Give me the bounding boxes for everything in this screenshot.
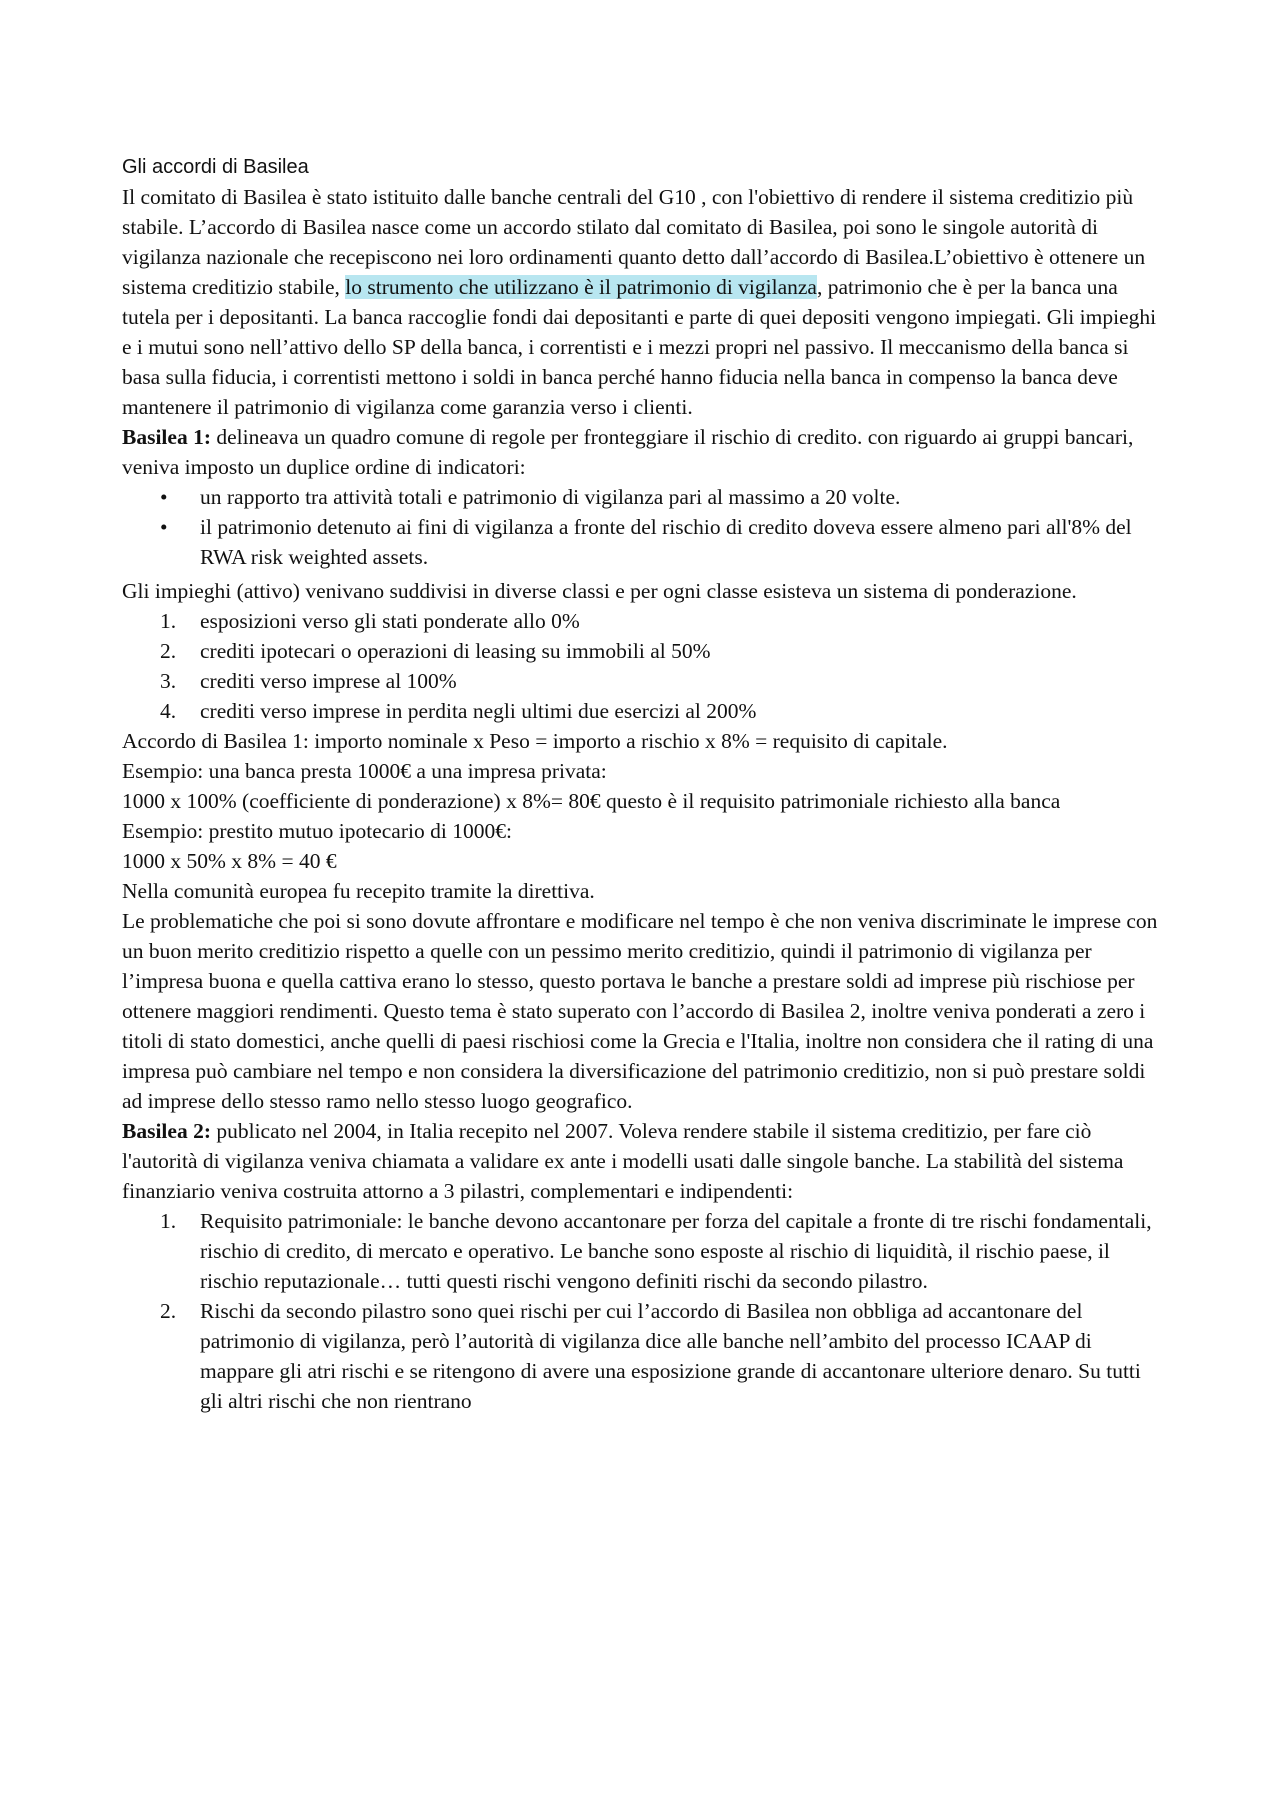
list-number: 2.: [160, 639, 177, 663]
basilea1-text: delineava un quadro comune di regole per fronteggiare il rischio di credito. con riguardo ai gruppi bancari, veniva imposto un duplice ordine di indicatori:: [122, 425, 1134, 479]
list-item: • un rapporto tra attività totali e patrimonio di vigilanza pari al massimo a 20 volte.: [122, 482, 1162, 512]
list-item: [122, 636, 1162, 666]
list-number: 3.: [160, 669, 177, 693]
list-item: [122, 1206, 1162, 1296]
list-item: [122, 696, 1162, 726]
list-item: [122, 606, 1162, 636]
example2-calc: 1000 x 50% x 8% = 40 €: [122, 849, 337, 873]
list-item-text: Rischi da secondo pilastro sono quei rischi per cui l’accordo di Basilea non obbliga ad accantonare del patrimonio di vigilanza, però l’autorità di vigilanza dice alle banche nell’ambito del processo ICAAP di mappare gli atri rischi e se ritengono di avere una esposizione grande di accantonare ulteriore denaro. Su tutti gli altri rischi che non rientrano: [200, 1299, 1141, 1413]
document-page: [122, 152, 1162, 1416]
list-item: [122, 1296, 1162, 1416]
list-item: • il patrimonio detenuto ai fini di vigilanza a fronte del rischio di credito doveva essere almeno pari all'8% del RWA risk weighted assets.: [122, 512, 1162, 572]
pillars-list: [122, 1206, 1162, 1416]
list-number: 1.: [160, 1209, 177, 1233]
basilea1-paragraph: [122, 422, 1162, 482]
eu-note: Nella comunità europea fu recepito tramite la direttiva.: [122, 879, 595, 903]
intro-text-end: , patrimonio che è per la banca una tutela per i depositanti. La banca raccoglie fondi dai depositanti e parte di quei depositi vengono impiegati. Gli impieghi e i mutui sono nell’attivo dello SP della banca, i correntisti e i mezzi propri nel passivo. Il meccanismo della banca si basa sulla fiducia, i correntisti mettono i soldi in banca perché hanno fiducia nella banca in compenso la banca deve mantenere il patrimonio di vigilanza come garanzia verso i clienti.: [122, 275, 1157, 419]
list-item-text: crediti verso imprese al 100%: [200, 669, 457, 693]
list-item: [122, 666, 1162, 696]
list-item-text: esposizioni verso gli stati ponderate allo 0%: [200, 609, 580, 633]
basilea1-label: Basilea 1:: [122, 425, 211, 449]
example1-title: Esempio: una banca presta 1000€ a una impresa privata:: [122, 759, 607, 783]
list-item-text: crediti verso imprese in perdita negli ultimi due esercizi al 200%: [200, 699, 757, 723]
intro-paragraph: [122, 182, 1162, 422]
list-number: 2.: [160, 1299, 177, 1323]
example1-calc: 1000 x 100% (coefficiente di ponderazione) x 8%= 80€ questo è il requisito patrimoniale richiesto alla banca: [122, 789, 1061, 813]
list-number: 1.: [160, 609, 177, 633]
basilea2-paragraph: [122, 1116, 1162, 1206]
list-number: 4.: [160, 699, 177, 723]
highlighted-text: lo strumento che utilizzano è il patrimonio di vigilanza: [345, 275, 817, 299]
formula-line: Accordo di Basilea 1: importo nominale x Peso = importo a rischio x 8% = requisito di capitale.: [122, 729, 948, 753]
indicator-list: [122, 482, 1162, 572]
document-title: Gli accordi di Basilea: [122, 156, 309, 178]
weights-intro: Gli impieghi (attivo) venivano suddivisi in diverse classi e per ogni classe esisteva un sistema di ponderazione.: [122, 579, 1077, 603]
intro-text-start: Il comitato di Basilea è stato istituito dalle banche centrali del G10 , con l'obiettivo di rendere il sistema creditizio più stabile. L’accordo di Basilea nasce come un accordo stilato dal comitato di Basilea, poi sono le singole autorità di vigilanza nazionale che recepiscono nei loro ordinamenti quanto detto dall’accordo di Basilea.L’obiettivo è ottenere un sistema creditizio stabile,: [122, 185, 1146, 299]
example2-title: Esempio: prestito mutuo ipotecario di 1000€:: [122, 819, 512, 843]
weights-list: [122, 606, 1162, 726]
problems-paragraph: Le problematiche che poi si sono dovute affrontare e modificare nel tempo è che non veniva discriminate le imprese con un buon merito creditizio rispetto a quelle con un pessimo merito creditizio, quindi il patrimonio di vigilanza per l’impresa buona e quella cattiva erano lo stesso, questo portava le banche a prestare soldi ad imprese più rischiose per ottenere maggiori rendimenti. Questo tema è stato superato con l’accordo di Basilea 2, inoltre veniva ponderati a zero i titoli di stato domestici, anche quelli di paesi rischiosi come la Grecia e l'Italia, inoltre non considera che il rating di una impresa può cambiare nel tempo e non considera la diversificazione del patrimonio creditizio, non si può prestare soldi ad imprese dello stesso ramo nello stesso luogo geografico.: [122, 909, 1158, 1113]
basilea2-text: publicato nel 2004, in Italia recepito nel 2007. Voleva rendere stabile il sistema creditizio, per fare ciò l'autorità di vigilanza veniva chiamata a validare ex ante i modelli usati dalle singole banche. La stabilità del sistema finanziario veniva costruita attorno a 3 pilastri, complementari e indipendenti:: [122, 1119, 1124, 1203]
list-item-text: crediti ipotecari o operazioni di leasing su immobili al 50%: [200, 639, 711, 663]
list-item-text: Requisito patrimoniale: le banche devono accantonare per forza del capitale a fronte di tre rischi fondamentali, rischio di credito, di mercato e operativo. Le banche sono esposte al rischio di liquidità, il rischio paese, il rischio reputazionale… tutti questi rischi vengono definiti rischi da secondo pilastro.: [200, 1209, 1152, 1293]
basilea2-label: Basilea 2:: [122, 1119, 211, 1143]
